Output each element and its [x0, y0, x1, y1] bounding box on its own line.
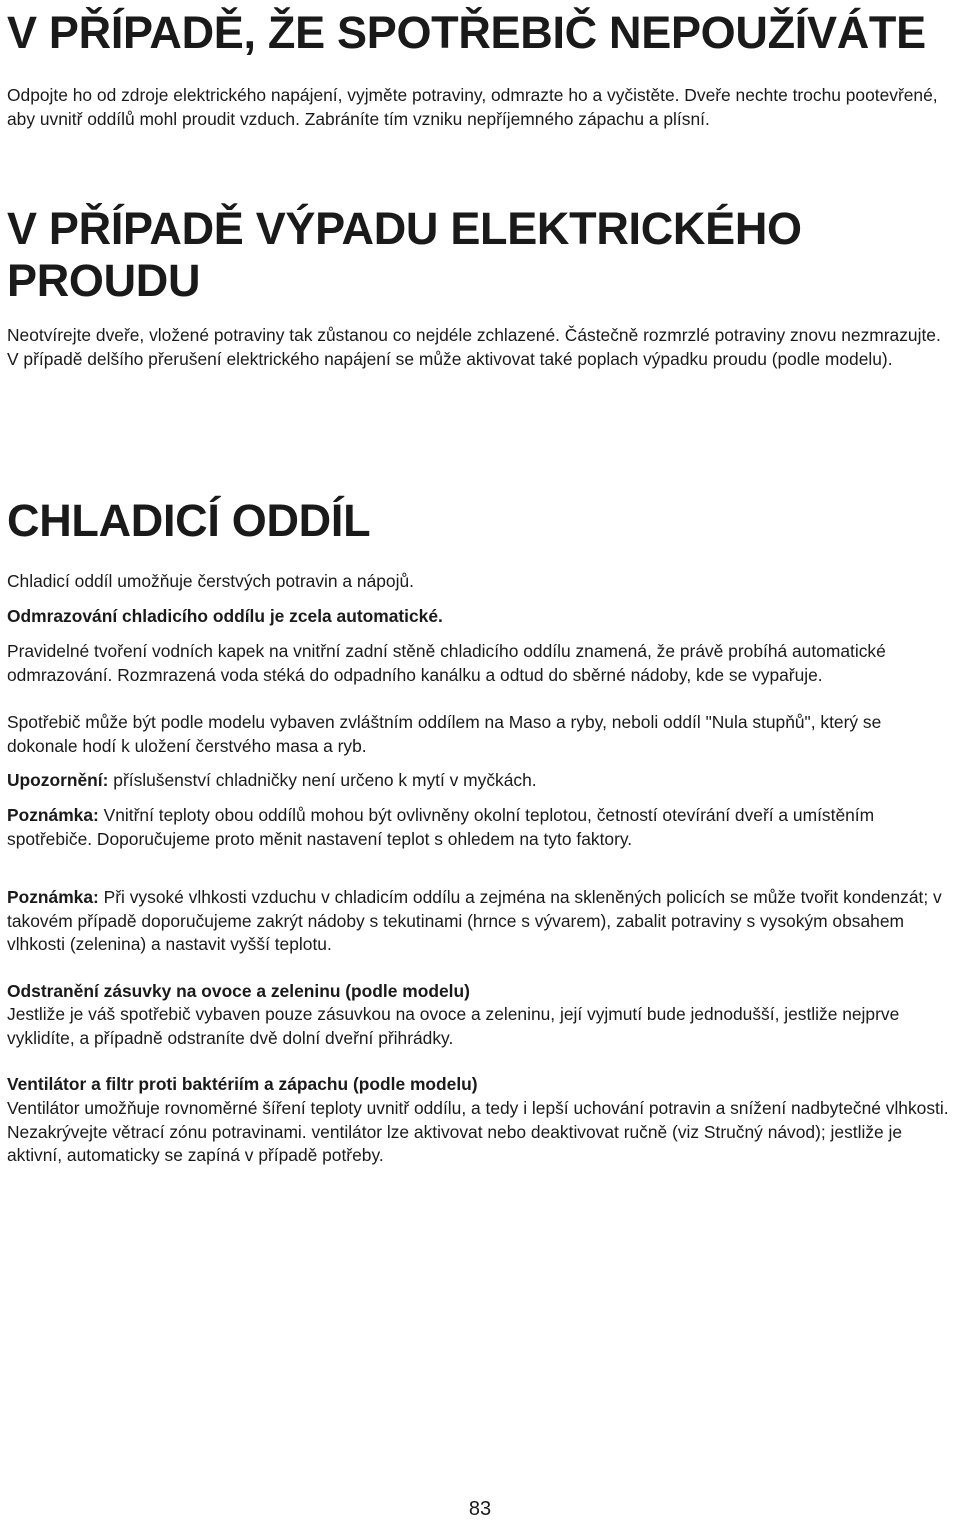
- paragraph-note-1: [7, 804, 955, 851]
- warning-text: příslušenství chladničky není určeno k mytí v myčkách.: [108, 770, 537, 790]
- paragraph-fridge-intro: Chladicí oddíl umožňuje čerstvých potravin a nápojů.: [7, 571, 414, 591]
- note-2-label: Poznámka:: [7, 887, 99, 907]
- paragraph-not-using: Odpojte ho od zdroje elektrického napájení, vyjměte potraviny, odmrazte ho a vyčistěte. Dveře nechte trochu pootevřené, aby uvnitř oddílů mohl proudit vzduch. Zabráníte tím vzniku nepříjemného zápachu a plísní.: [7, 85, 938, 129]
- paragraph-warning: [7, 769, 955, 793]
- heading-not-using: V PŘÍPADĚ, ŽE SPOTŘEBIČ NEPOUŽÍVÁTE: [7, 7, 926, 58]
- paragraph-defrost-bold: Odmrazování chladicího oddílu je zcela automatické.: [7, 606, 443, 626]
- paragraph-fan: Ventilátor umožňuje rovnoměrné šíření teploty uvnitř oddílu, a tedy i lepší uchování potravin a snížení nadbytečné vlhkosti. Nezakrývejte větrací zónu potravinami. ventilátor lze aktivovat nebo deaktivovat ručně (viz Stručný návod); jestliže je aktivní, automaticky se zapíná v případě potřeby.: [7, 1098, 949, 1165]
- note-1-text: Vnitřní teploty obou oddílů mohou být ovlivněny okolní teplotou, četností otevírání dveří a umístěním spotřebiče. Doporučujeme proto měnit nastavení teplot s ohledem na tyto faktory.: [7, 805, 875, 849]
- paragraph-zero-compartment: Spotřebič může být podle modelu vybaven zvláštním oddílem na Maso a ryby, neboli oddíl "Nula stupňů", který se dokonale hodí k uložení čerstvého masa a ryb.: [7, 712, 882, 756]
- subheading-fan: Ventilátor a filtr proti baktériím a zápachu (podle modelu): [7, 1074, 478, 1094]
- warning-label: Upozornění:: [7, 770, 109, 790]
- paragraph-defrost-text: Pravidelné tvoření vodních kapek na vnitřní zadní stěně chladicího oddílu znamená, že právě probíhá automatické odmrazování. Rozmrazená voda stéká do odpadního kanálku a odtud do sběrné nádoby, kde se vypařuje.: [7, 641, 886, 685]
- page-number: 83: [468, 1498, 492, 1520]
- note-2-text: Při vysoké vlhkosti vzduchu v chladicím oddílu a zejména na skleněných policích se může tvořit kondenzát; v takovém případě doporučujeme zakrýt nádoby s tekutinami (hrnce s vývarem), zabalit potraviny s vysokým obsahem vlhkosti (zelenina) a nastavit vyšší teplotu.: [7, 887, 942, 954]
- heading-fridge: CHLADICÍ ODDÍL: [7, 495, 371, 546]
- paragraph-drawer: Jestliže je váš spotřebič vybaven pouze zásuvkou na ovoce a zeleninu, její vyjmutí bude jednodušší, jestliže nejprve vyklidíte, a případně odstraníte dvě dolní dveřní přihrádky.: [7, 1004, 900, 1048]
- heading-power-outage: V PŘÍPADĚ VÝPADU ELEKTRICKÉHO PROUDU: [7, 203, 802, 306]
- paragraph-power-outage: Neotvírejte dveře, vložené potraviny tak zůstanou co nejdéle zchlazené. Částečně rozmrzlé potraviny znovu nezmrazujte. V případě delšího přerušení elektrického napájení se může aktivovat také poplach výpadku proudu (podle modelu).: [7, 325, 941, 369]
- paragraph-note-2: [7, 886, 955, 957]
- note-1-label: Poznámka:: [7, 805, 99, 825]
- subheading-drawer: Odstranění zásuvky na ovoce a zeleninu (podle modelu): [7, 981, 470, 1001]
